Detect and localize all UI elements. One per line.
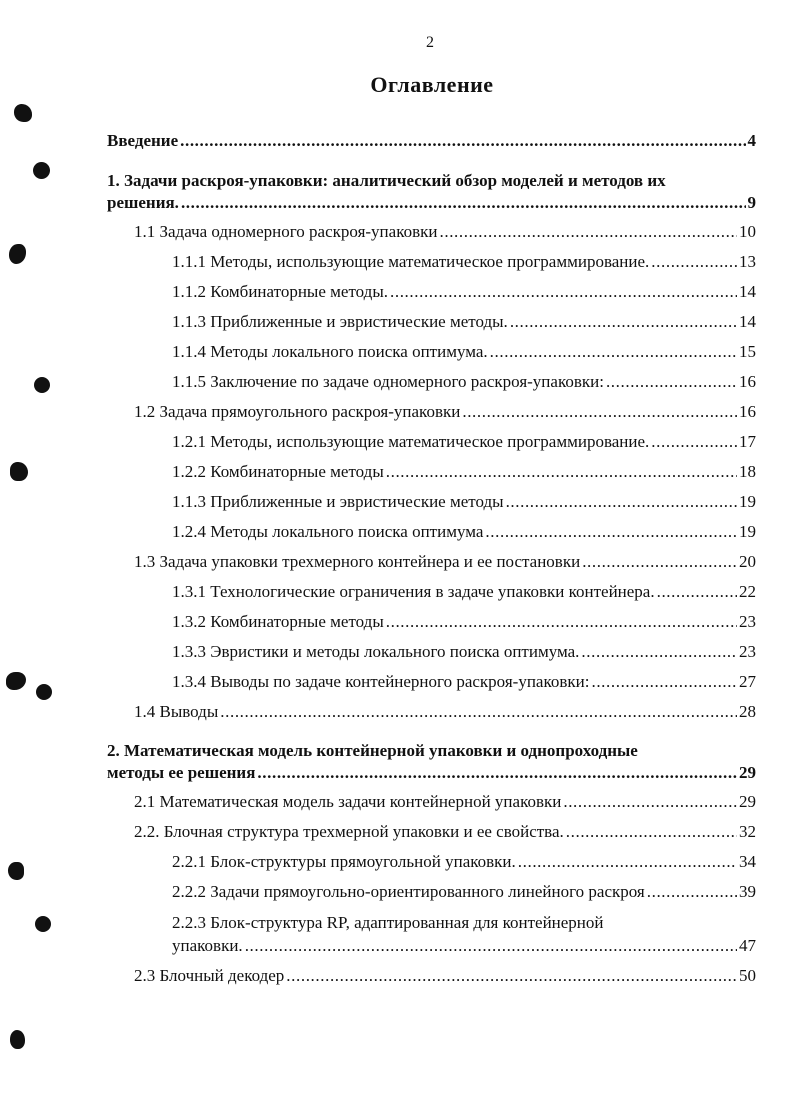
toc-entry-2-3[interactable]: 2.3 Блочный декодер ..... 50: [134, 966, 756, 986]
leader-dots: [510, 312, 737, 332]
toc-entry-1-4[interactable]: 1.4 Выводы ..... 28: [134, 702, 756, 722]
page-number: 2: [426, 34, 434, 51]
toc-entry-1-1-3[interactable]: 1.1.3 Приближенные и эвристические методы. ..... 14: [172, 312, 756, 332]
leader-dots: [582, 552, 737, 572]
toc-entry-1-3[interactable]: 1.3 Задача упаковки трехмерного контейнера и ее постановки ..... 20: [134, 552, 756, 572]
leader-dots: [518, 852, 737, 872]
leader-dots: [462, 402, 737, 422]
toc-entry-1-1-4[interactable]: 1.1.4 Методы локального поиска оптимума. ..... 15: [172, 342, 756, 362]
leader-dots: [386, 462, 737, 482]
toc-entry-1-1[interactable]: 1.1 Задача одномерного раскроя-упаковки ..... 10: [134, 222, 756, 242]
toc-entry-1-1-5[interactable]: 1.1.5 Заключение по задаче одномерного раскроя-упаковки: ..... 16: [172, 372, 756, 392]
toc-entry-chapter-1[interactable]: решения. ..... 9: [107, 193, 756, 213]
leader-dots: [180, 131, 745, 151]
leader-dots: [651, 432, 737, 452]
toc-entry-1-3-4[interactable]: 1.3.4 Выводы по задаче контейнерного раскроя-упаковки: ..... 27: [172, 672, 756, 692]
toc-entry-1-2[interactable]: 1.2 Задача прямоугольного раскроя-упаковки ..... 16: [134, 402, 756, 422]
toc-entry-2-2-2[interactable]: 2.2.2 Задачи прямоугольно-ориентированного линейного раскроя ..... 39: [172, 882, 756, 902]
leader-dots: [181, 193, 746, 213]
toc-entry-1-2-3[interactable]: 1.1.3 Приближенные и эвристические методы ..... 19: [172, 492, 756, 512]
leader-dots: [485, 522, 737, 542]
leader-dots: [591, 672, 737, 692]
leader-dots: [651, 252, 737, 272]
toc-entry-1-2-2[interactable]: 1.2.2 Комбинаторные методы ..... 18: [172, 462, 756, 482]
toc-entry-intro[interactable]: Введение ..... 4: [107, 131, 756, 151]
leader-dots: [440, 222, 738, 242]
toc-entry-1-2-1[interactable]: 1.2.1 Методы, использующие математическое программирование. ..... 17: [172, 432, 756, 452]
leader-dots: [386, 612, 737, 632]
leader-dots: [566, 822, 737, 842]
toc-entry-1-3-3[interactable]: 1.3.3 Эвристики и методы локального поиска оптимума. ..... 23: [172, 642, 756, 662]
leader-dots: [390, 282, 737, 302]
leader-dots: [563, 792, 737, 812]
toc-entry-1-1-2[interactable]: 1.1.2 Комбинаторные методы. ..... 14: [172, 282, 756, 302]
leader-dots: [606, 372, 737, 392]
toc-entry-2-2-1[interactable]: 2.2.1 Блок-структуры прямоугольной упаковки. ..... 34: [172, 852, 756, 872]
toc-entry-2-1[interactable]: 2.1 Математическая модель задачи контейнерной упаковки ..... 29: [134, 792, 756, 812]
toc-entry-chapter-1-line1[interactable]: 1. Задачи раскроя-упаковки: аналитический обзор моделей и методов их: [107, 171, 666, 190]
toc-entry-chapter-2-line1[interactable]: 2. Математическая модель контейнерной упаковки и однопроходные: [107, 741, 638, 760]
leader-dots: [286, 966, 737, 986]
leader-dots: [647, 882, 737, 902]
leader-dots: [581, 642, 737, 662]
toc-entry-2-2-3[interactable]: упаковки. ..... 47: [172, 936, 756, 956]
leader-dots: [220, 702, 737, 722]
leader-dots: [657, 582, 737, 602]
toc-entry-2-2-3-line1[interactable]: 2.2.3 Блок-структура RP, адаптированная для контейнерной: [172, 913, 604, 932]
toc-entry-chapter-2[interactable]: методы ее решения ..... 29: [107, 763, 756, 783]
toc-entry-1-1-1[interactable]: 1.1.1 Методы, использующие математическое программирование. ..... 13: [172, 252, 756, 272]
leader-dots: [245, 936, 737, 956]
toc-entry-1-3-1[interactable]: 1.3.1 Технологические ограничения в задаче упаковки контейнера. ..... 22: [172, 582, 756, 602]
leader-dots: [490, 342, 737, 362]
leader-dots: [257, 763, 737, 783]
toc-entry-1-2-4[interactable]: 1.2.4 Методы локального поиска оптимума ..... 19: [172, 522, 756, 542]
page-title: Оглавление: [370, 72, 494, 97]
toc-entry-2-2[interactable]: 2.2. Блочная структура трехмерной упаковки и ее свойства. ..... 32: [134, 822, 756, 842]
leader-dots: [506, 492, 737, 512]
toc-entry-1-3-2[interactable]: 1.3.2 Комбинаторные методы ..... 23: [172, 612, 756, 632]
